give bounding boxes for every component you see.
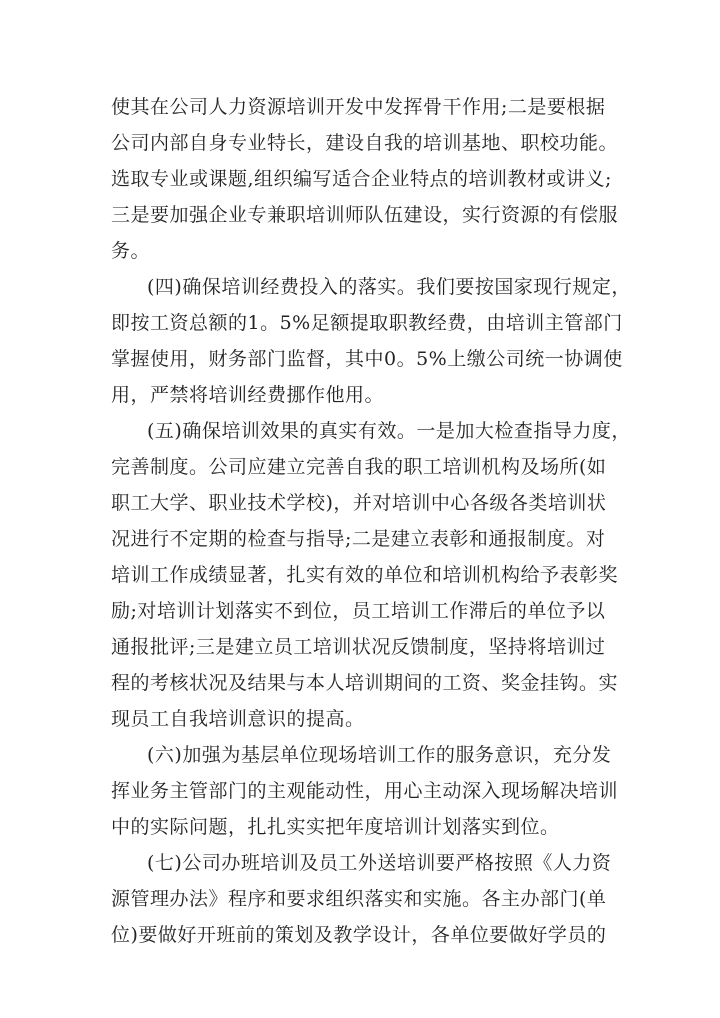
text-line: 三是要加强企业专兼职培训师队伍建设，实行资源的有偿服 (111, 204, 619, 226)
text-line: 通报批评;三是建立员工培训状况反馈制度，坚持将培训过 (111, 636, 606, 658)
text-line: 即按工资总额的1。5%足额提取职教经费，由培训主管部门 (111, 312, 623, 334)
text-line: 况进行不定期的检查与指导;二是建立表彰和通报制度。对 (111, 528, 606, 550)
text-line: 挥业务主管部门的主观能动性，用心主动深入现场解决培训 (111, 780, 619, 802)
text-line: 中的实际问题，扎扎实实把年度培训计划落实到位。 (111, 816, 560, 838)
text-line: 务。 (111, 240, 151, 262)
text-line: 职工大学、职业技术学校)，并对培训中心各级各类培训状 (111, 492, 607, 514)
text-line: 完善制度。公司应建立完善自我的职工培训机构及场所(如 (111, 456, 607, 478)
paragraph-6-start: (六)加强为基层单位现场培训工作的服务意识，充分发 (147, 744, 612, 766)
text-line: 现员工自我培训意识的提高。 (111, 708, 365, 730)
text-line: 源管理办法》程序和要求组织落实和实施。各主办部门(单 (111, 888, 607, 910)
text-line: 程的考核状况及结果与本人培训期间的工资、奖金挂钩。实 (111, 672, 619, 694)
text-line: 用，严禁将培训经费挪作他用。 (111, 384, 385, 406)
text-line: 使其在公司人力资源培训开发中发挥骨干作用;二是要根据 (111, 96, 606, 118)
text-line: 位)要做好开班前的策划及教学设计，各单位要做好学员的 (111, 924, 607, 946)
text-line: 培训工作成绩显著，扎实有效的单位和培训机构给予表彰奖 (111, 564, 619, 586)
text-line: 选取专业或课题,组织编写适合企业特点的培训教材或讲义; (111, 168, 612, 190)
paragraph-7-start: (七)公司办班培训及员工外送培训要严格按照《人力资 (147, 852, 612, 874)
text-line: 掌握使用，财务部门监督，其中0。5%上缴公司统一协调使 (111, 348, 623, 370)
paragraph-4-start: (四)确保培训经费投入的落实。我们要按国家现行规定， (147, 276, 631, 298)
paragraph-5-start: (五)确保培训效果的真实有效。一是加大检查指导力度， (147, 420, 631, 442)
text-line: 公司内部自身专业特长，建设自我的培训基地、职校功能。 (111, 132, 619, 154)
text-line: 励;对培训计划落实不到位，员工培训工作滞后的单位予以 (111, 600, 606, 622)
